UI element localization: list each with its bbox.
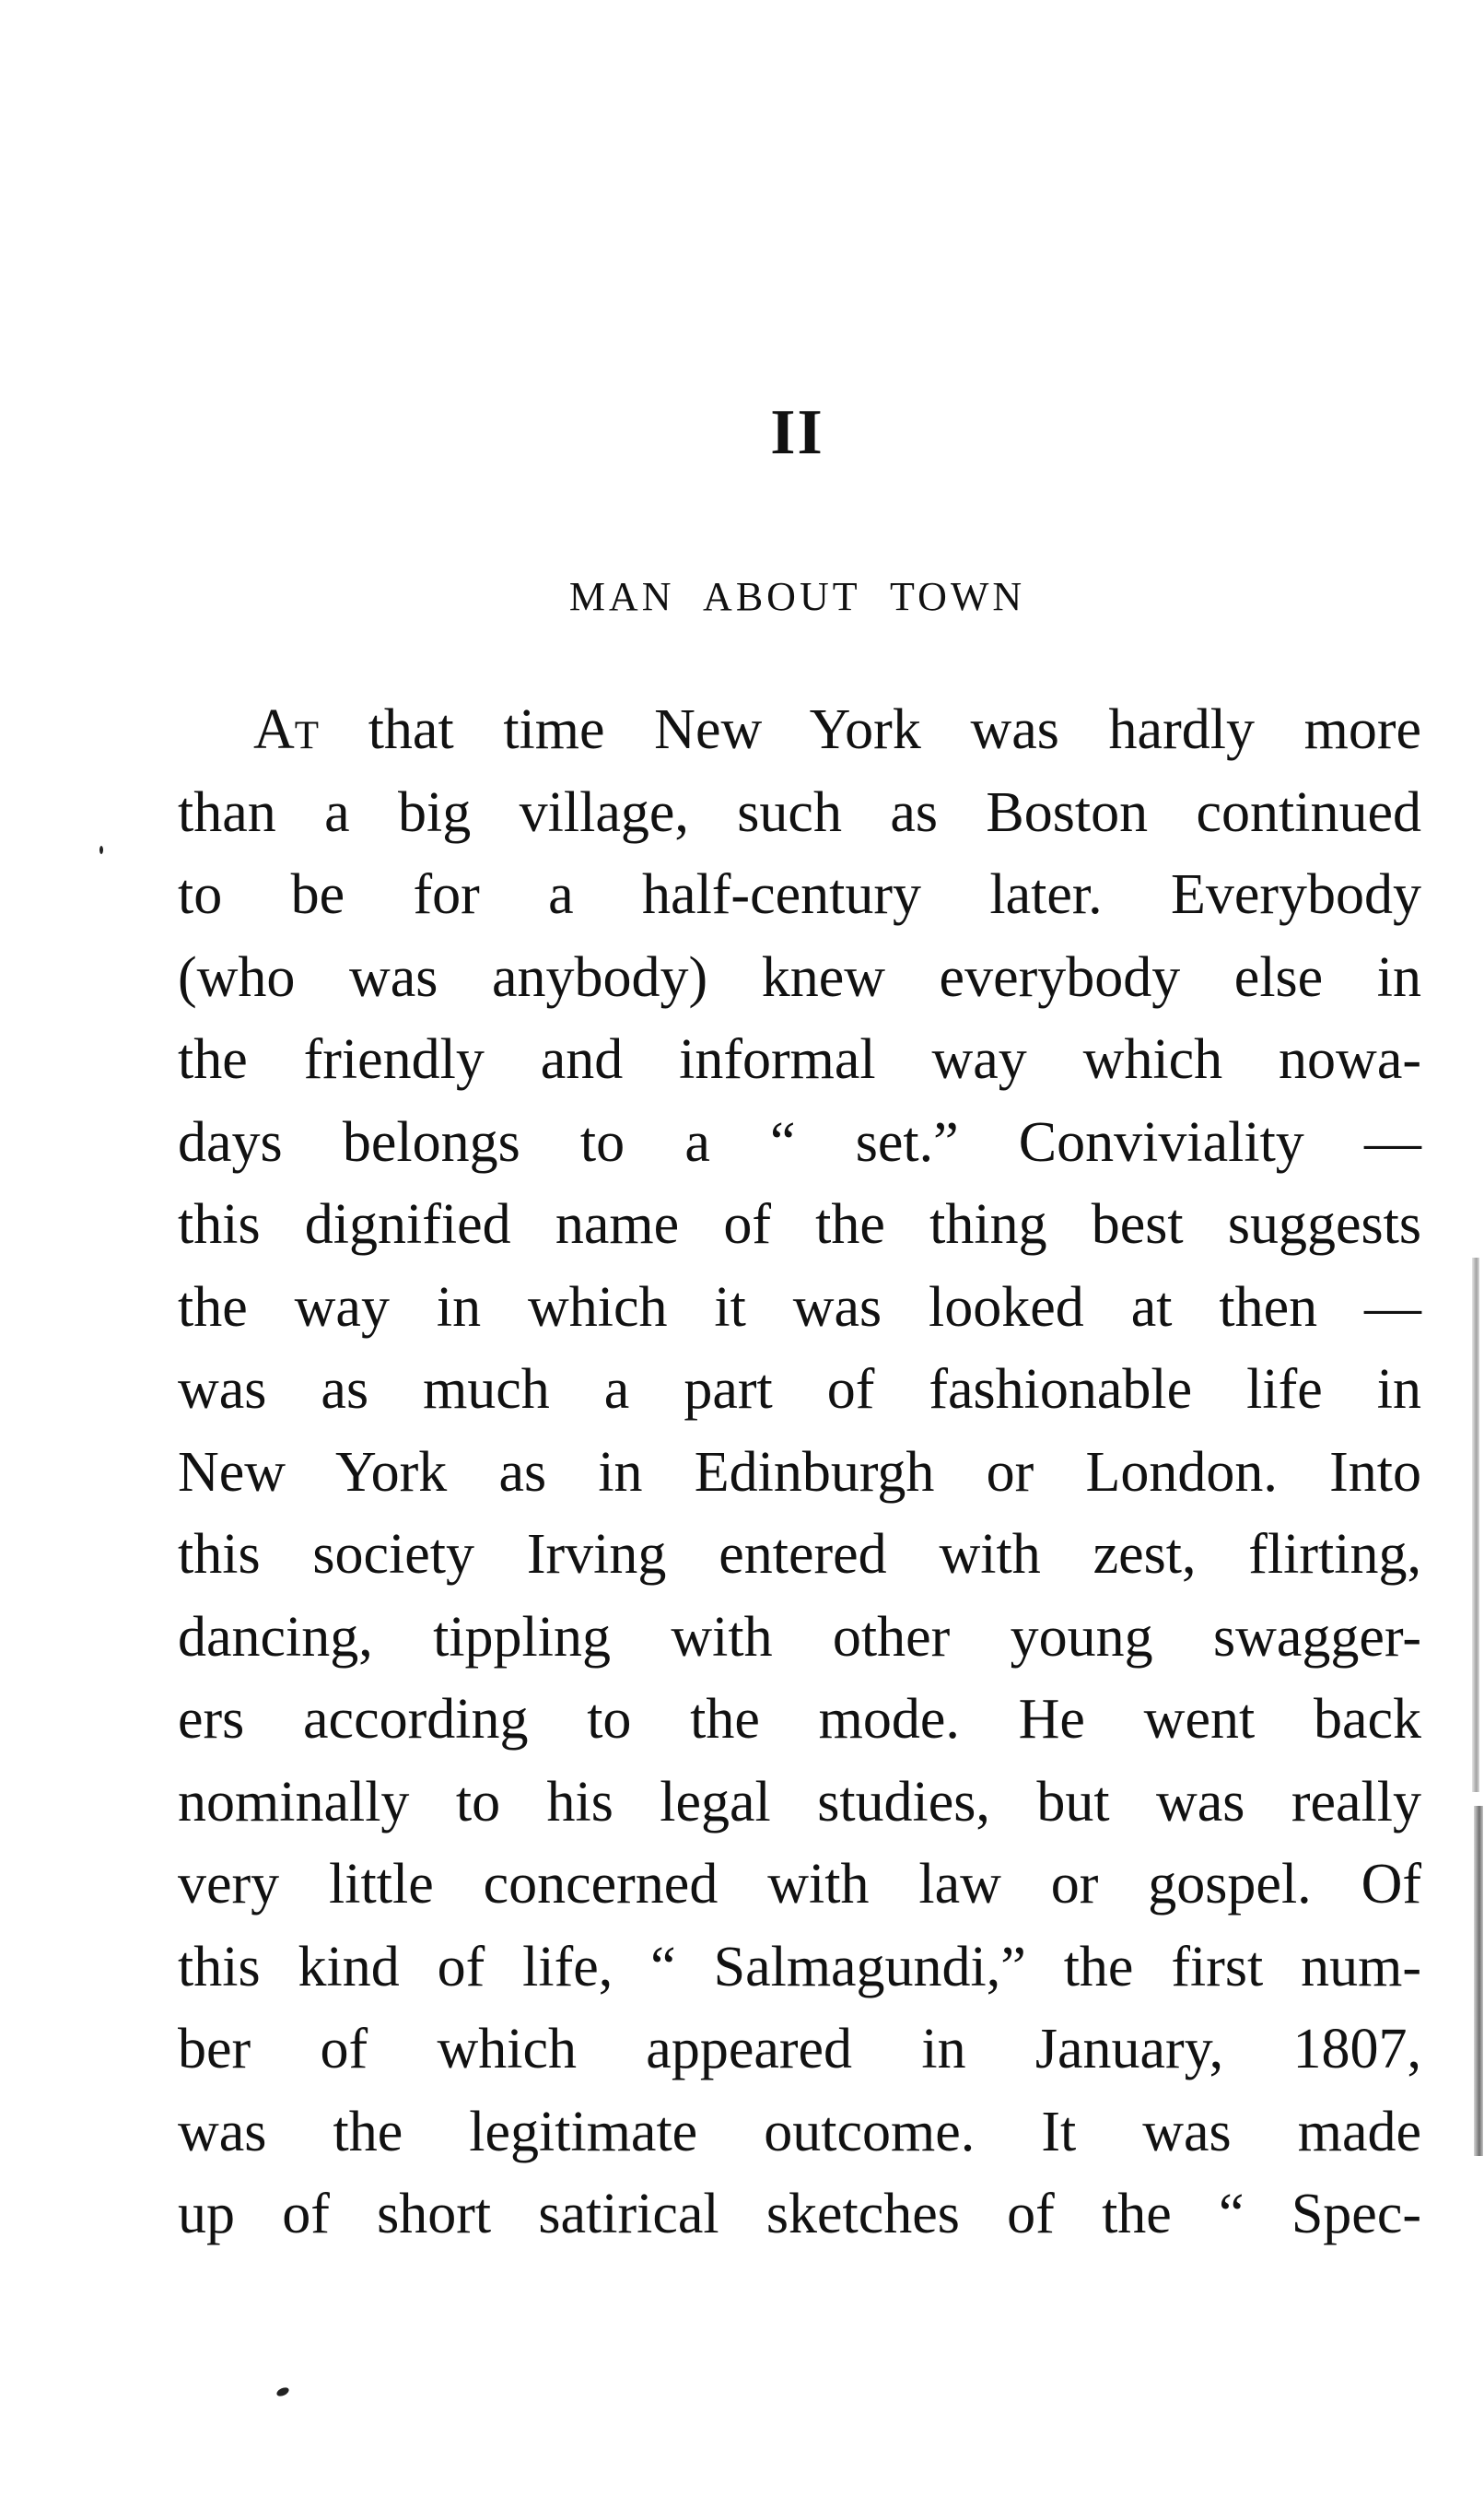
text-line: nominally to his legal studies, but was really xyxy=(178,1770,1421,1834)
ink-speck xyxy=(99,846,103,854)
text-line: this kind of life, “ Salmagundi,” the first num- xyxy=(178,1935,1421,1998)
chapter-title: MAN ABOUT TOWN xyxy=(568,574,1026,619)
line-text: that time New York was hardly more xyxy=(319,698,1421,761)
text-line: up of short satirical sketches of the “ Spec- xyxy=(178,2183,1421,2245)
text-line: the friendly and informal way which nowa- xyxy=(178,1028,1421,1091)
body-paragraph xyxy=(178,689,1421,2256)
text-line: was the legitimate outcome. It was made xyxy=(178,2100,1421,2163)
text-line: this society Irving entered with zest, flirting, xyxy=(178,1523,1421,1586)
text-line: (who was anybody) knew everybody else in xyxy=(178,945,1421,1009)
text-line: was as much a part of fashionable life in xyxy=(178,1358,1421,1421)
text-line: than a big village, such as Boston continued xyxy=(178,780,1421,844)
text-line: the way in which it was looked at then — xyxy=(178,1275,1421,1339)
text-line: days belongs to a “ set.” Conviviality — xyxy=(178,1110,1421,1174)
text-line: New York as in Edinburgh or London. Into xyxy=(178,1440,1421,1504)
chapter-number: II xyxy=(770,397,824,468)
dropcap-word: At xyxy=(253,698,320,761)
scan-edge-shadow xyxy=(1474,1806,1483,2156)
text-line: ers according to the mode. He went back xyxy=(178,1688,1421,1751)
text-line: this dignified name of the thing best suggests xyxy=(178,1193,1421,1256)
scan-edge-shadow xyxy=(1472,1258,1479,1792)
text-line xyxy=(178,689,1421,772)
ink-speck xyxy=(275,2385,290,2397)
text-line: very little concerned with law or gospel. Of xyxy=(178,1853,1421,1916)
text-line: ber of which appeared in January, 1807, xyxy=(178,2018,1421,2080)
text-line: dancing, tippling with other young swagger- xyxy=(178,1605,1421,1669)
text-line: to be for a half-century later. Everybody xyxy=(178,863,1421,926)
